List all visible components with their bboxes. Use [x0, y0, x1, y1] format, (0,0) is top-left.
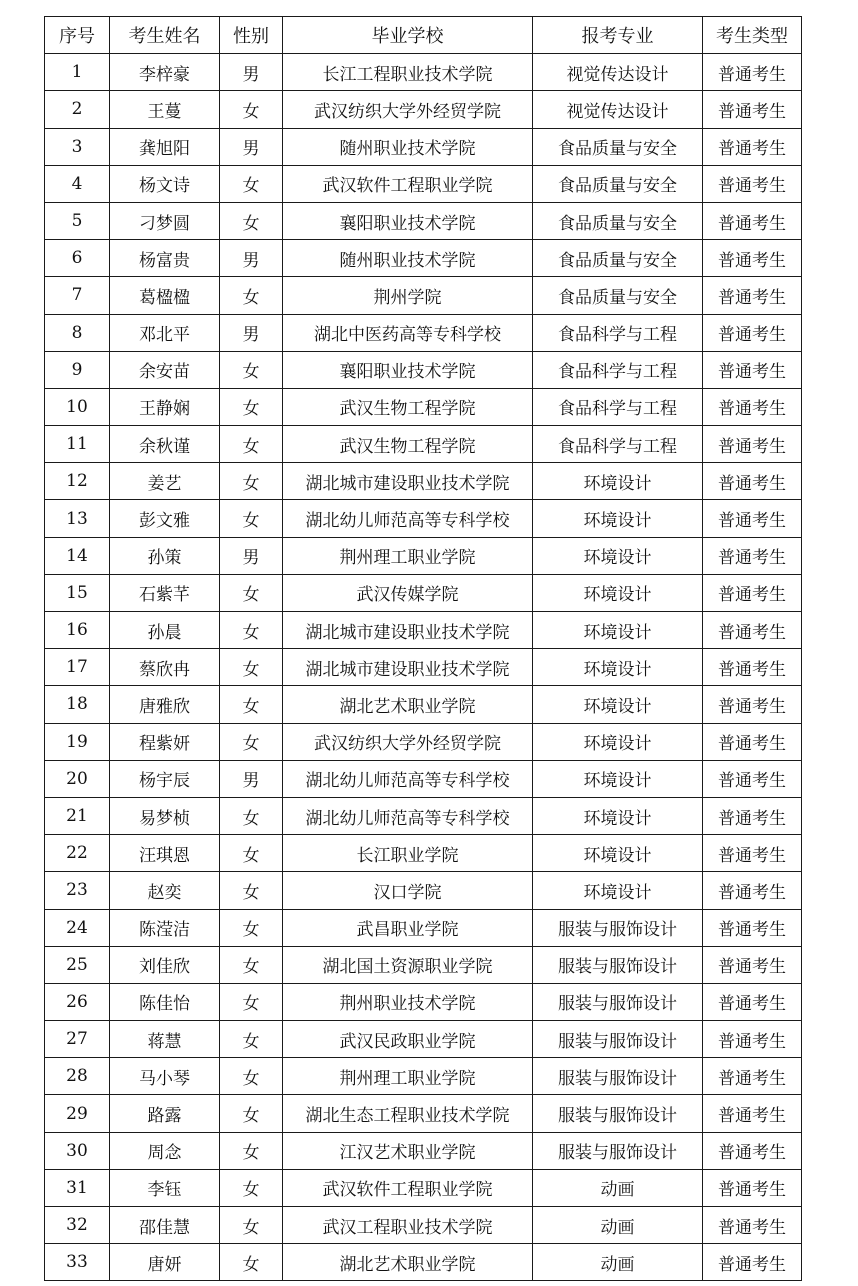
- cell-major: 环境设计: [533, 760, 703, 797]
- cell-type: 普通考生: [703, 1244, 802, 1281]
- table-row: [45, 500, 802, 537]
- cell-number: 10: [45, 388, 110, 425]
- cell-type: 普通考生: [703, 426, 802, 463]
- header-name: 考生姓名: [110, 17, 220, 54]
- table-row: [45, 426, 802, 463]
- cell-name: 陈滢洁: [110, 909, 220, 946]
- cell-number: 27: [45, 1021, 110, 1058]
- cell-type: 普通考生: [703, 537, 802, 574]
- cell-number: 26: [45, 983, 110, 1020]
- cell-major: 服装与服饰设计: [533, 983, 703, 1020]
- cell-number: 17: [45, 649, 110, 686]
- cell-school: 湖北艺术职业学院: [283, 1244, 533, 1281]
- cell-school: 江汉艺术职业学院: [283, 1132, 533, 1169]
- cell-number: 1: [45, 54, 110, 91]
- cell-name: 蔡欣冉: [110, 649, 220, 686]
- cell-sex: 男: [220, 240, 283, 277]
- cell-name: 蒋慧: [110, 1021, 220, 1058]
- cell-name: 程紫妍: [110, 723, 220, 760]
- cell-type: 普通考生: [703, 946, 802, 983]
- cell-school: 荆州理工职业学院: [283, 1058, 533, 1095]
- cell-school: 湖北中医药高等专科学校: [283, 314, 533, 351]
- cell-number: 23: [45, 872, 110, 909]
- cell-school: 长江职业学院: [283, 835, 533, 872]
- cell-major: 食品质量与安全: [533, 128, 703, 165]
- cell-sex: 女: [220, 91, 283, 128]
- cell-number: 5: [45, 202, 110, 239]
- cell-sex: 女: [220, 351, 283, 388]
- cell-name: 龚旭阳: [110, 128, 220, 165]
- cell-type: 普通考生: [703, 612, 802, 649]
- cell-number: 30: [45, 1132, 110, 1169]
- cell-name: 杨宇辰: [110, 760, 220, 797]
- cell-sex: 女: [220, 277, 283, 314]
- cell-name: 刘佳欣: [110, 946, 220, 983]
- cell-sex: 女: [220, 872, 283, 909]
- cell-school: 武汉纺织大学外经贸学院: [283, 723, 533, 760]
- cell-type: 普通考生: [703, 91, 802, 128]
- cell-school: 武汉传媒学院: [283, 574, 533, 611]
- cell-school: 长江工程职业技术学院: [283, 54, 533, 91]
- cell-school: 荆州职业技术学院: [283, 983, 533, 1020]
- cell-number: 31: [45, 1169, 110, 1206]
- cell-school: 荆州理工职业学院: [283, 537, 533, 574]
- cell-major: 环境设计: [533, 649, 703, 686]
- cell-type: 普通考生: [703, 1021, 802, 1058]
- table-row: [45, 1021, 802, 1058]
- cell-school: 荆州学院: [283, 277, 533, 314]
- cell-school: 湖北城市建设职业技术学院: [283, 649, 533, 686]
- cell-major: 服装与服饰设计: [533, 909, 703, 946]
- cell-sex: 女: [220, 946, 283, 983]
- cell-major: 环境设计: [533, 574, 703, 611]
- cell-sex: 女: [220, 388, 283, 425]
- cell-school: 汉口学院: [283, 872, 533, 909]
- cell-school: 武汉生物工程学院: [283, 388, 533, 425]
- cell-school: 武汉工程职业技术学院: [283, 1207, 533, 1244]
- cell-name: 李钰: [110, 1169, 220, 1206]
- cell-major: 食品质量与安全: [533, 165, 703, 202]
- cell-sex: 女: [220, 426, 283, 463]
- cell-sex: 男: [220, 760, 283, 797]
- table-row: [45, 612, 802, 649]
- table-row: [45, 797, 802, 834]
- table-header-row: [45, 17, 802, 54]
- table-row: [45, 1132, 802, 1169]
- cell-number: 14: [45, 537, 110, 574]
- cell-major: 服装与服饰设计: [533, 1132, 703, 1169]
- cell-major: 环境设计: [533, 797, 703, 834]
- cell-number: 2: [45, 91, 110, 128]
- table-row: [45, 128, 802, 165]
- table-row: [45, 909, 802, 946]
- table-row: [45, 240, 802, 277]
- table-row: [45, 1095, 802, 1132]
- cell-major: 环境设计: [533, 872, 703, 909]
- table-row: [45, 1169, 802, 1206]
- cell-number: 28: [45, 1058, 110, 1095]
- cell-name: 马小琴: [110, 1058, 220, 1095]
- cell-name: 杨文诗: [110, 165, 220, 202]
- cell-major: 环境设计: [533, 463, 703, 500]
- cell-name: 李梓豪: [110, 54, 220, 91]
- cell-major: 环境设计: [533, 686, 703, 723]
- cell-sex: 女: [220, 202, 283, 239]
- cell-major: 环境设计: [533, 500, 703, 537]
- cell-type: 普通考生: [703, 500, 802, 537]
- cell-major: 食品科学与工程: [533, 351, 703, 388]
- header-type: 考生类型: [703, 17, 802, 54]
- cell-sex: 女: [220, 1132, 283, 1169]
- cell-name: 余安苗: [110, 351, 220, 388]
- cell-sex: 女: [220, 797, 283, 834]
- cell-name: 邓北平: [110, 314, 220, 351]
- cell-sex: 女: [220, 686, 283, 723]
- cell-school: 襄阳职业技术学院: [283, 202, 533, 239]
- table-row: [45, 946, 802, 983]
- cell-name: 陈佳怡: [110, 983, 220, 1020]
- cell-sex: 女: [220, 612, 283, 649]
- cell-name: 孙晨: [110, 612, 220, 649]
- cell-major: 动画: [533, 1207, 703, 1244]
- cell-school: 湖北幼儿师范高等专科学校: [283, 797, 533, 834]
- cell-number: 7: [45, 277, 110, 314]
- cell-sex: 女: [220, 1058, 283, 1095]
- cell-name: 孙策: [110, 537, 220, 574]
- cell-type: 普通考生: [703, 165, 802, 202]
- cell-sex: 女: [220, 463, 283, 500]
- cell-major: 服装与服饰设计: [533, 946, 703, 983]
- table-row: [45, 649, 802, 686]
- cell-name: 邵佳慧: [110, 1207, 220, 1244]
- cell-major: 食品质量与安全: [533, 202, 703, 239]
- cell-name: 易梦桢: [110, 797, 220, 834]
- cell-major: 食品科学与工程: [533, 426, 703, 463]
- cell-type: 普通考生: [703, 202, 802, 239]
- table-row: [45, 686, 802, 723]
- cell-type: 普通考生: [703, 872, 802, 909]
- table-row: [45, 872, 802, 909]
- table-row: [45, 1244, 802, 1281]
- cell-major: 动画: [533, 1244, 703, 1281]
- cell-type: 普通考生: [703, 1207, 802, 1244]
- cell-name: 路露: [110, 1095, 220, 1132]
- cell-major: 环境设计: [533, 612, 703, 649]
- cell-number: 11: [45, 426, 110, 463]
- cell-number: 25: [45, 946, 110, 983]
- cell-major: 食品科学与工程: [533, 314, 703, 351]
- table-row: [45, 1207, 802, 1244]
- cell-type: 普通考生: [703, 686, 802, 723]
- table-row: [45, 388, 802, 425]
- cell-major: 服装与服饰设计: [533, 1058, 703, 1095]
- cell-school: 武汉民政职业学院: [283, 1021, 533, 1058]
- cell-type: 普通考生: [703, 277, 802, 314]
- table-row: [45, 351, 802, 388]
- table-row: [45, 574, 802, 611]
- table-row: [45, 983, 802, 1020]
- cell-type: 普通考生: [703, 351, 802, 388]
- cell-name: 王蔓: [110, 91, 220, 128]
- cell-school: 随州职业技术学院: [283, 128, 533, 165]
- cell-sex: 女: [220, 723, 283, 760]
- cell-number: 32: [45, 1207, 110, 1244]
- cell-number: 6: [45, 240, 110, 277]
- cell-number: 29: [45, 1095, 110, 1132]
- cell-sex: 男: [220, 314, 283, 351]
- cell-name: 唐妍: [110, 1244, 220, 1281]
- cell-major: 视觉传达设计: [533, 54, 703, 91]
- cell-number: 24: [45, 909, 110, 946]
- cell-school: 湖北生态工程职业技术学院: [283, 1095, 533, 1132]
- cell-major: 环境设计: [533, 537, 703, 574]
- header-number: 序号: [45, 17, 110, 54]
- cell-major: 食品质量与安全: [533, 240, 703, 277]
- cell-number: 21: [45, 797, 110, 834]
- table-row: [45, 314, 802, 351]
- cell-number: 19: [45, 723, 110, 760]
- cell-major: 动画: [533, 1169, 703, 1206]
- cell-sex: 男: [220, 537, 283, 574]
- cell-name: 彭文雅: [110, 500, 220, 537]
- cell-sex: 女: [220, 1021, 283, 1058]
- cell-sex: 女: [220, 1095, 283, 1132]
- header-major: 报考专业: [533, 17, 703, 54]
- table-row: [45, 760, 802, 797]
- cell-school: 随州职业技术学院: [283, 240, 533, 277]
- cell-number: 16: [45, 612, 110, 649]
- cell-type: 普通考生: [703, 797, 802, 834]
- cell-number: 22: [45, 835, 110, 872]
- cell-school: 武汉软件工程职业学院: [283, 1169, 533, 1206]
- table-row: [45, 1058, 802, 1095]
- cell-sex: 男: [220, 54, 283, 91]
- table-row: [45, 723, 802, 760]
- cell-school: 湖北幼儿师范高等专科学校: [283, 760, 533, 797]
- cell-school: 湖北国土资源职业学院: [283, 946, 533, 983]
- cell-type: 普通考生: [703, 54, 802, 91]
- cell-name: 刁梦圆: [110, 202, 220, 239]
- cell-type: 普通考生: [703, 649, 802, 686]
- cell-sex: 女: [220, 835, 283, 872]
- cell-school: 武昌职业学院: [283, 909, 533, 946]
- cell-school: 湖北艺术职业学院: [283, 686, 533, 723]
- cell-sex: 女: [220, 909, 283, 946]
- cell-number: 18: [45, 686, 110, 723]
- cell-number: 12: [45, 463, 110, 500]
- cell-number: 4: [45, 165, 110, 202]
- cell-sex: 女: [220, 983, 283, 1020]
- cell-type: 普通考生: [703, 1169, 802, 1206]
- cell-school: 武汉生物工程学院: [283, 426, 533, 463]
- cell-type: 普通考生: [703, 463, 802, 500]
- cell-major: 食品科学与工程: [533, 388, 703, 425]
- cell-sex: 男: [220, 128, 283, 165]
- cell-type: 普通考生: [703, 1132, 802, 1169]
- cell-school: 湖北城市建设职业技术学院: [283, 612, 533, 649]
- cell-sex: 女: [220, 1207, 283, 1244]
- cell-school: 襄阳职业技术学院: [283, 351, 533, 388]
- cell-number: 33: [45, 1244, 110, 1281]
- cell-name: 唐雅欣: [110, 686, 220, 723]
- cell-name: 周念: [110, 1132, 220, 1169]
- cell-name: 葛楹楹: [110, 277, 220, 314]
- table-body: [45, 54, 802, 1281]
- cell-name: 杨富贵: [110, 240, 220, 277]
- cell-number: 15: [45, 574, 110, 611]
- cell-major: 食品质量与安全: [533, 277, 703, 314]
- table-row: [45, 54, 802, 91]
- cell-type: 普通考生: [703, 388, 802, 425]
- table-row: [45, 165, 802, 202]
- cell-type: 普通考生: [703, 723, 802, 760]
- cell-school: 湖北幼儿师范高等专科学校: [283, 500, 533, 537]
- cell-number: 13: [45, 500, 110, 537]
- cell-major: 环境设计: [533, 835, 703, 872]
- cell-sex: 女: [220, 165, 283, 202]
- cell-number: 20: [45, 760, 110, 797]
- table-row: [45, 91, 802, 128]
- candidate-table: [44, 16, 802, 1281]
- table-row: [45, 463, 802, 500]
- cell-name: 汪琪恩: [110, 835, 220, 872]
- cell-type: 普通考生: [703, 983, 802, 1020]
- header-school: 毕业学校: [283, 17, 533, 54]
- cell-sex: 女: [220, 574, 283, 611]
- cell-name: 余秋谨: [110, 426, 220, 463]
- header-sex: 性别: [220, 17, 283, 54]
- cell-type: 普通考生: [703, 1058, 802, 1095]
- cell-type: 普通考生: [703, 1095, 802, 1132]
- table-row: [45, 202, 802, 239]
- cell-type: 普通考生: [703, 574, 802, 611]
- cell-type: 普通考生: [703, 760, 802, 797]
- cell-type: 普通考生: [703, 909, 802, 946]
- cell-major: 环境设计: [533, 723, 703, 760]
- cell-name: 赵奕: [110, 872, 220, 909]
- cell-number: 9: [45, 351, 110, 388]
- cell-number: 8: [45, 314, 110, 351]
- cell-school: 武汉软件工程职业学院: [283, 165, 533, 202]
- cell-number: 3: [45, 128, 110, 165]
- cell-name: 石紫芊: [110, 574, 220, 611]
- cell-type: 普通考生: [703, 128, 802, 165]
- cell-type: 普通考生: [703, 835, 802, 872]
- cell-major: 服装与服饰设计: [533, 1095, 703, 1132]
- cell-major: 服装与服饰设计: [533, 1021, 703, 1058]
- table-row: [45, 835, 802, 872]
- table-row: [45, 277, 802, 314]
- cell-sex: 女: [220, 1169, 283, 1206]
- cell-major: 视觉传达设计: [533, 91, 703, 128]
- cell-name: 姜艺: [110, 463, 220, 500]
- cell-sex: 女: [220, 649, 283, 686]
- cell-name: 王静娴: [110, 388, 220, 425]
- cell-type: 普通考生: [703, 314, 802, 351]
- cell-school: 武汉纺织大学外经贸学院: [283, 91, 533, 128]
- cell-type: 普通考生: [703, 240, 802, 277]
- cell-sex: 女: [220, 500, 283, 537]
- cell-sex: 女: [220, 1244, 283, 1281]
- table-row: [45, 537, 802, 574]
- cell-school: 湖北城市建设职业技术学院: [283, 463, 533, 500]
